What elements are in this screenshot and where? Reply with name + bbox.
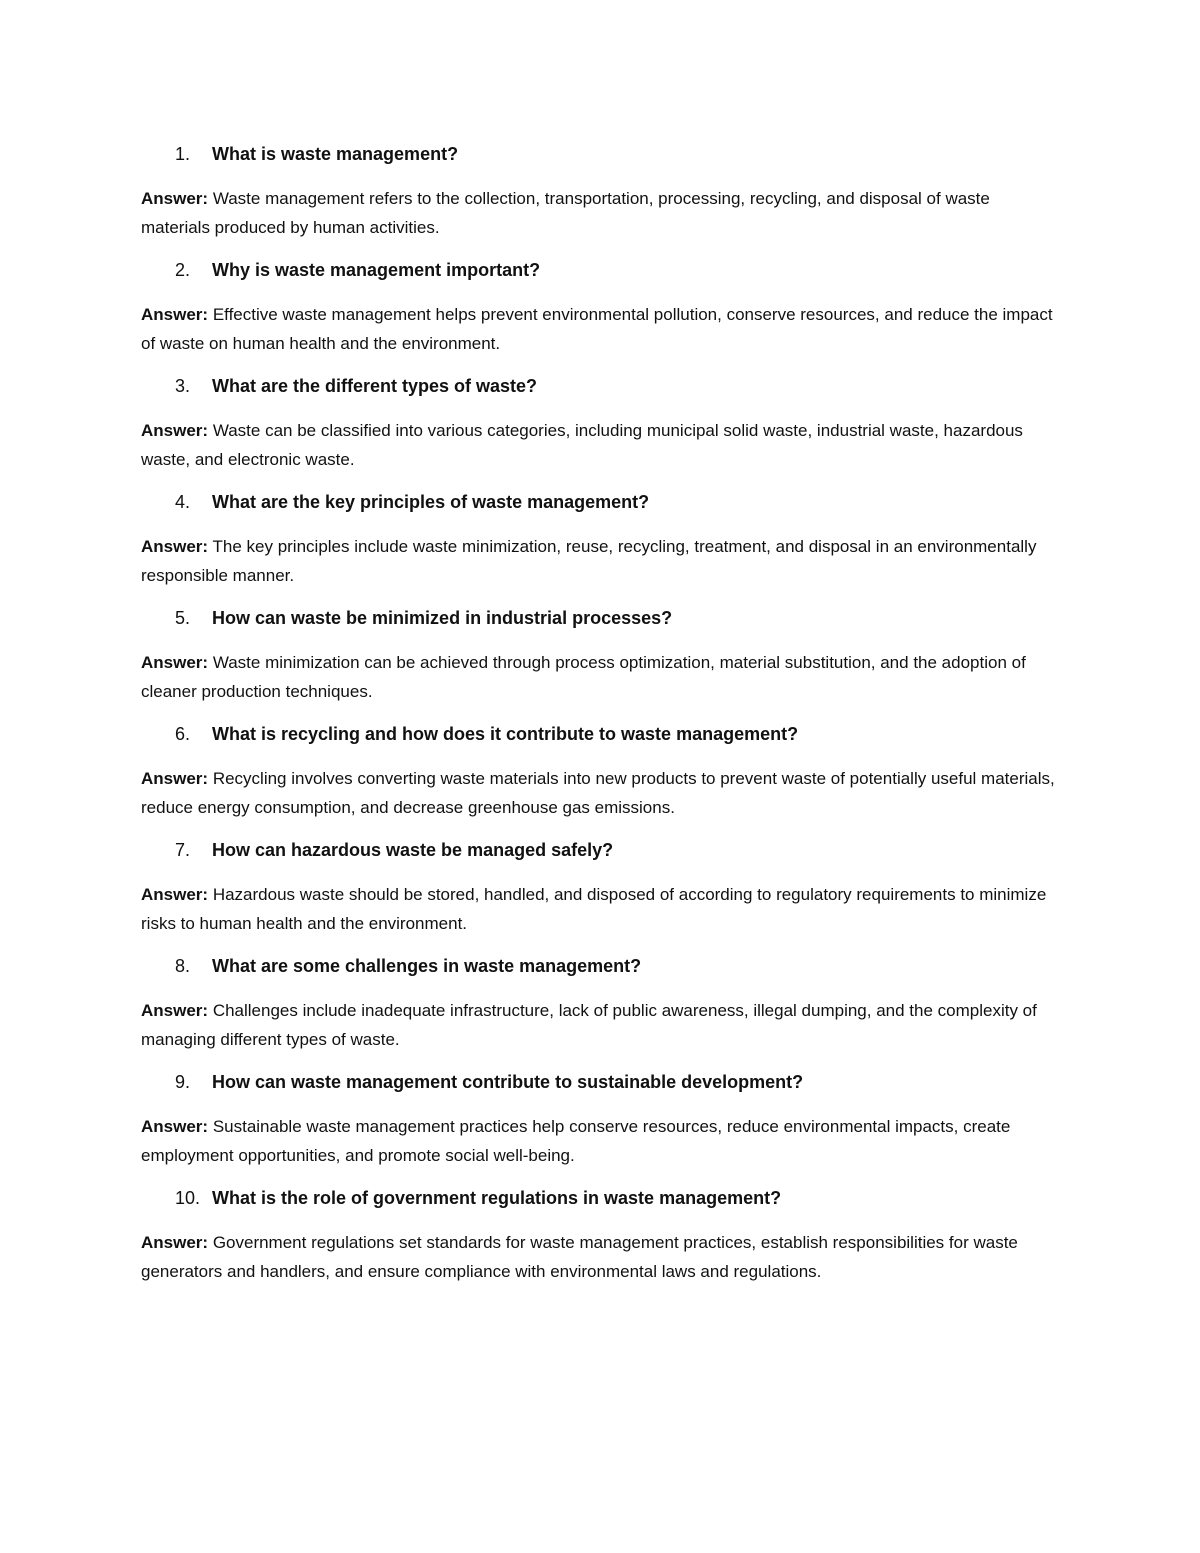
qa-item (141, 836, 1061, 938)
qa-item (141, 372, 1061, 474)
answer-label: Answer: (141, 537, 209, 556)
question (141, 604, 1061, 632)
answer-label: Answer: (141, 1233, 209, 1252)
question (141, 952, 1061, 980)
answer-label: Answer: (141, 653, 209, 672)
answer (141, 881, 1061, 938)
answer (141, 185, 1061, 242)
question-number: 10. (175, 1188, 201, 1208)
question-text: How can waste be minimized in industrial processes? (212, 608, 673, 628)
question (141, 1068, 1061, 1096)
question (141, 1184, 1061, 1212)
qa-item (141, 952, 1061, 1054)
question-text: What are some challenges in waste management? (212, 956, 642, 976)
answer (141, 301, 1061, 358)
question-number: 9. (175, 1072, 191, 1092)
answer-text: Recycling involves converting waste materials into new products to prevent waste of potentially useful materials, reduce energy consumption, and decrease greenhouse gas emissions. (141, 769, 1055, 817)
question (141, 836, 1061, 864)
question-text: What is the role of government regulations in waste management? (212, 1188, 782, 1208)
question-text: What is recycling and how does it contribute to waste management? (212, 724, 799, 744)
question-text: What are the different types of waste? (212, 376, 538, 396)
question (141, 372, 1061, 400)
answer (141, 417, 1061, 474)
qa-item (141, 1068, 1061, 1170)
answer-text: Waste management refers to the collection, transportation, processing, recycling, and disposal of waste materials produced by human activities. (141, 189, 990, 237)
answer-label: Answer: (141, 305, 209, 324)
answer-label: Answer: (141, 1117, 209, 1136)
answer-label: Answer: (141, 1001, 209, 1020)
question (141, 488, 1061, 516)
answer-label: Answer: (141, 769, 209, 788)
question-text: What are the key principles of waste management? (212, 492, 650, 512)
answer-label: Answer: (141, 885, 209, 904)
answer-label: Answer: (141, 421, 209, 440)
qa-item (141, 720, 1061, 822)
answer-text: Challenges include inadequate infrastructure, lack of public awareness, illegal dumping, and the complexity of managing different types of waste. (141, 1001, 1037, 1049)
answer-label: Answer: (141, 189, 209, 208)
answer-text: Hazardous waste should be stored, handled, and disposed of according to regulatory requirements to minimize risks to human health and the environment. (141, 885, 1047, 933)
question-text: How can hazardous waste be managed safely? (212, 840, 614, 860)
qa-item (141, 1184, 1061, 1286)
answer (141, 765, 1061, 822)
question-number: 2. (175, 260, 191, 280)
answer-text: Effective waste management helps prevent environmental pollution, conserve resources, and reduce the impact of waste on human health and the environment. (141, 305, 1053, 353)
answer (141, 649, 1061, 706)
qa-item (141, 256, 1061, 358)
question-number: 6. (175, 724, 191, 744)
answer-text: Sustainable waste management practices help conserve resources, reduce environmental impacts, create employment opportunities, and promote social well-being. (141, 1117, 1011, 1165)
answer (141, 1113, 1061, 1170)
question (141, 140, 1061, 168)
qa-item (141, 604, 1061, 706)
answer (141, 997, 1061, 1054)
question-number: 3. (175, 376, 191, 396)
question-text: How can waste management contribute to sustainable development? (212, 1072, 804, 1092)
question-text: Why is waste management important? (212, 260, 541, 280)
question-number: 1. (175, 144, 191, 164)
question-number: 5. (175, 608, 191, 628)
question-text: What is waste management? (212, 144, 459, 164)
answer (141, 533, 1061, 590)
question-number: 7. (175, 840, 191, 860)
qa-item (141, 140, 1061, 242)
question-number: 8. (175, 956, 191, 976)
question (141, 720, 1061, 748)
qa-document (141, 140, 1061, 1300)
answer-text: Waste minimization can be achieved through process optimization, material substitution, and the adoption of cleaner production techniques. (141, 653, 1026, 701)
answer-text: Waste can be classified into various categories, including municipal solid waste, industrial waste, hazardous waste, and electronic waste. (141, 421, 1023, 469)
answer (141, 1229, 1061, 1286)
qa-item (141, 488, 1061, 590)
answer-text: The key principles include waste minimization, reuse, recycling, treatment, and disposal in an environmentally responsible manner. (141, 537, 1037, 585)
answer-text: Government regulations set standards for waste management practices, establish responsibilities for waste generators and handlers, and ensure compliance with environmental laws and regulations. (141, 1233, 1018, 1281)
question-number: 4. (175, 492, 191, 512)
question (141, 256, 1061, 284)
